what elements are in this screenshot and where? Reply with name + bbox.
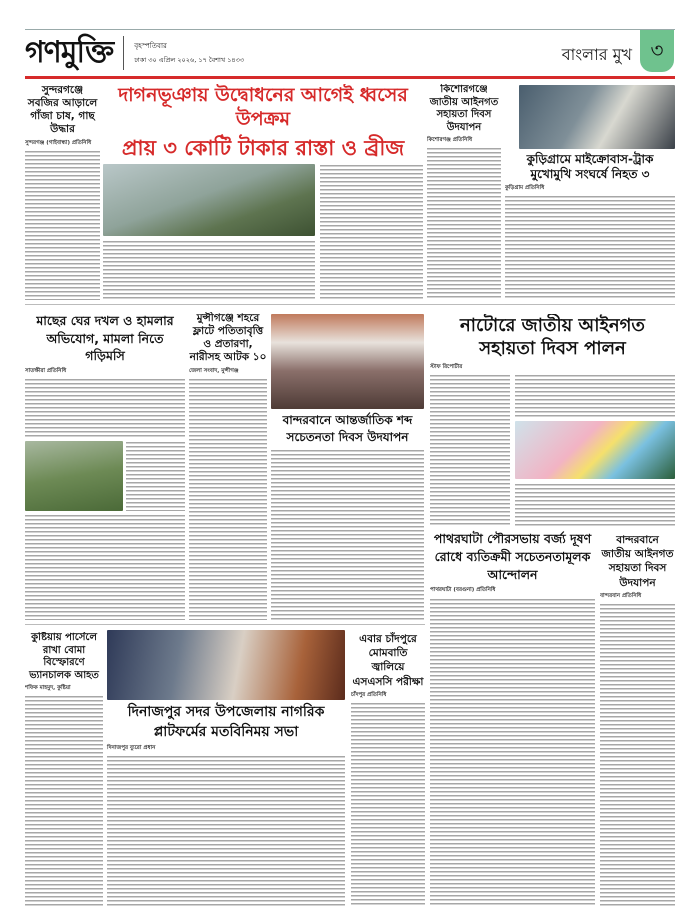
- masthead-date: ঢাকা ৩০ এপ্রিল ২০২৬, ১৭ বৈশাখ ১৪৩৩: [134, 56, 245, 64]
- fish-photo: [25, 441, 123, 511]
- article-body: [25, 378, 185, 438]
- article-body: [189, 378, 267, 620]
- byline: কুড়িগ্রাম প্রতিনিধি: [505, 185, 545, 191]
- article-fish: [25, 312, 185, 620]
- article-body: [600, 603, 675, 906]
- article-bandarban-legal: [600, 533, 675, 906]
- article-body: [25, 695, 103, 906]
- natore-body-row: [430, 374, 675, 526]
- byline: চাঁদপুর প্রতিনিধি: [351, 691, 387, 698]
- article-body: [430, 598, 595, 906]
- page-number: ৩: [640, 30, 674, 72]
- lead-body-row: [103, 164, 423, 300]
- byline: কিশোরগঞ্জ প্রতিনিধি: [427, 137, 473, 143]
- headline-natore[interactable]: নাটোরে জাতীয় আইনগত সহায়তা দিবস পালন: [460, 315, 645, 360]
- article-body: [126, 441, 185, 511]
- headline-dinajpur[interactable]: দিনাজপুর সদর উপজেলায় নাগরিক প্লাটফর্মের মতবিনিময় সভা: [127, 704, 325, 740]
- byline: সাতক্ষীরা প্রতিনিধি: [25, 367, 67, 374]
- article-body: [430, 374, 510, 526]
- top-rule: [25, 29, 675, 30]
- meeting-photo: [107, 630, 345, 700]
- masthead-day: বৃহস্পতিবার: [134, 42, 167, 50]
- article-body: [25, 150, 100, 300]
- masthead-dateline: [134, 40, 244, 66]
- article-patharghata: [430, 530, 595, 906]
- newspaper-logo[interactable]: গণমুক্তি: [25, 34, 114, 70]
- article-body: [515, 374, 675, 417]
- fish-photo-row: [25, 441, 185, 511]
- byline: বান্দরবান প্রতিনিধি: [600, 592, 642, 599]
- headline-chandpur[interactable]: এবার চাঁদপুরে মোমবাতি জ্বালিয়ে এসএসসি পরীক্ষা: [352, 633, 424, 688]
- lead-headline-line2[interactable]: প্রায় ৩ কোটি টাকার রাস্তা ও ব্রীজ: [121, 135, 405, 160]
- headline-fish[interactable]: মাছের ঘের দখল ও হামলার অভিযোগ, মামলা নিতে গড়িমসি: [36, 313, 174, 363]
- headline-kishoreganj[interactable]: কিশোরগঞ্জে জাতীয় আইনগত সহায়তা দিবস উদযাপন: [429, 84, 499, 133]
- article-dinajpur: [105, 630, 347, 906]
- masthead-red-rule: [25, 76, 675, 79]
- lead-headline-line1[interactable]: দাগনভূঞায় উদ্বোধনের আগেই ধ্বসের উপক্রম: [118, 84, 408, 130]
- byline: স্টাফ রিপোর্টার: [430, 363, 463, 370]
- headline-kurigram[interactable]: কুড়িগ্রামে মাইক্রোবাস-ট্রাক মুখোমুখি সংঘর্ষে নিহত ৩: [526, 152, 654, 181]
- headline-bandarban-legal[interactable]: বান্দরবানে জাতীয় আইনগত সহায়তা দিবস উদযাপন: [601, 534, 674, 589]
- byline: সুন্দরগঞ্জ (গাইবান্ধা) প্রতিনিধি: [25, 139, 92, 146]
- article-body: [25, 514, 185, 620]
- article-body: [320, 164, 423, 300]
- article-kishoreganj: [427, 84, 501, 300]
- section-title: বাংলার মুখ: [561, 45, 632, 64]
- masthead-left: [25, 32, 244, 74]
- article-body: [107, 755, 345, 906]
- article-sundarganj: [25, 84, 100, 300]
- article-kurigram: [505, 85, 675, 300]
- byline: পাথরঘাটা (বরগুনা) প্রতিনিধি: [430, 587, 496, 594]
- headline-munshiganj[interactable]: মুন্সীগঞ্জে শহরে ফ্লাটে পতিতাবৃত্তি ও প্রতারণা, নারীসহ আটক ১০: [189, 312, 267, 364]
- byline: শফিক মাহমুদ, কুষ্টিয়া: [25, 685, 71, 691]
- article-bandarban-noise: [271, 314, 424, 620]
- headline-patharghata[interactable]: পাথরঘাটা পৌরসভায় বর্জ্য দূষণ রোধে ব্যতিক্রমী সচেতনতামূলক আন্দোলন: [433, 531, 592, 583]
- kurigram-photo: [519, 85, 675, 149]
- byline: জেলা সংবাদ, মুন্সীগঞ্জ: [189, 367, 239, 374]
- rally-photo: [515, 421, 675, 479]
- article-body: [103, 240, 315, 300]
- article-body: [505, 195, 675, 300]
- byline: দিনাজপুর ব্যুরো প্রধান: [107, 745, 156, 752]
- article-body: [271, 449, 424, 620]
- natore-right-column: [515, 374, 675, 526]
- masthead-divider: [123, 36, 124, 70]
- lead-photo: [103, 164, 315, 236]
- article-body: [351, 702, 425, 906]
- divider: [25, 304, 675, 305]
- article-chandpur: [351, 632, 425, 906]
- article-body: [515, 483, 675, 526]
- article-munshiganj: [189, 312, 267, 620]
- headline-bandarban-noise[interactable]: বান্দরবানে আন্তর্জাতিক শব্দ সচেতনতা দিবস উদযাপন: [282, 413, 413, 444]
- lead-main-column: [103, 164, 315, 300]
- headline-sundarganj[interactable]: সুন্দরগঞ্জে সবজির আড়ালে গাঁজা চাষ, গাছ উদ্ধার: [27, 84, 98, 136]
- article-body: [427, 147, 501, 300]
- headline-kushtia[interactable]: কুষ্টিয়ায় পার্সেলে রাখা বোমা বিস্ফোরণে ভ্যানচালক আহত: [29, 632, 99, 681]
- seminar-photo: [271, 314, 424, 409]
- article-natore: [430, 314, 675, 526]
- article-lead: [103, 84, 423, 300]
- divider: [25, 624, 425, 625]
- article-kushtia: [25, 632, 103, 906]
